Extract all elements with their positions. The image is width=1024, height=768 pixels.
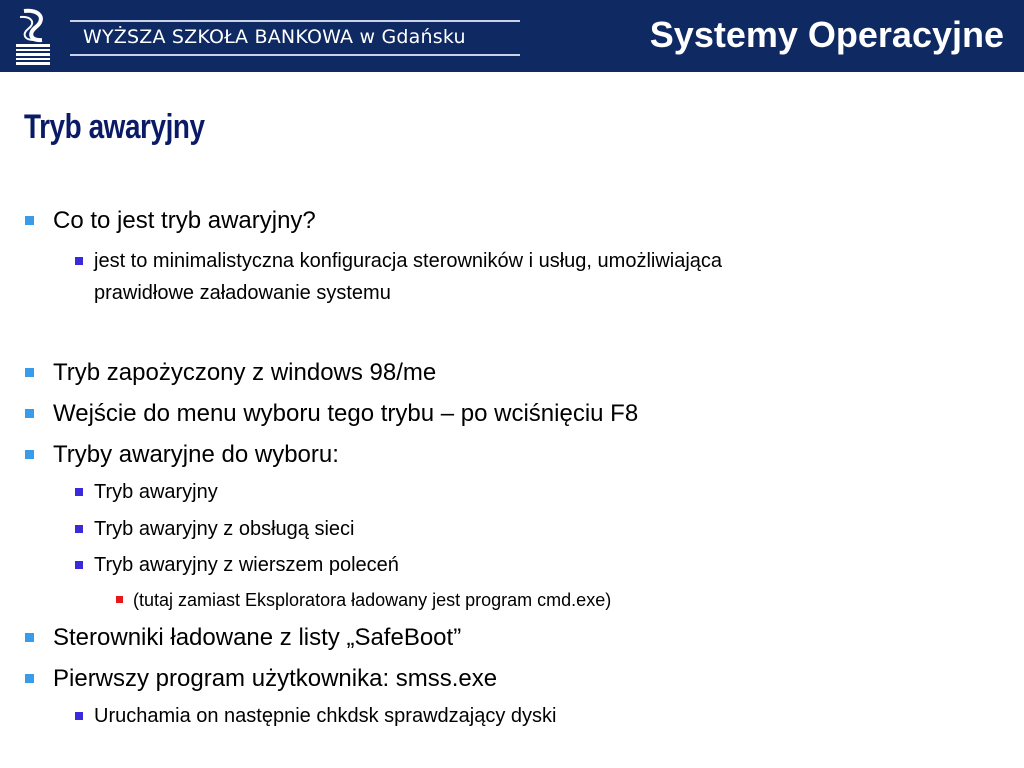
square-bullet-icon	[75, 257, 83, 265]
square-bullet-icon	[116, 596, 123, 603]
header-divider	[0, 72, 1024, 75]
list-item-text: jest to minimalistyczna konfiguracja sterowników i usług, umożliwiająca	[94, 250, 723, 272]
list-item	[53, 665, 497, 693]
list-item	[53, 400, 638, 428]
header-bar	[0, 0, 1024, 72]
square-bullet-icon	[75, 488, 83, 496]
square-bullet-icon	[25, 216, 34, 225]
list-item-text: (tutaj zamiast Eksploratora ładowany jest program cmd.exe)	[133, 590, 612, 610]
list-item	[53, 207, 316, 235]
square-bullet-icon	[25, 674, 34, 683]
list-item	[94, 705, 556, 728]
list-item-text: Tryb awaryjny z wierszem poleceń	[94, 554, 399, 576]
list-item	[53, 441, 339, 469]
list-item	[94, 554, 399, 577]
list-item	[94, 250, 722, 273]
square-bullet-icon	[25, 409, 34, 418]
list-item-text: Wejście do menu wyboru tego trybu – po wciśnięciu F8	[53, 400, 639, 427]
logo-rule-bottom	[70, 54, 520, 56]
list-item-text: Tryb awaryjny z obsługą sieci	[94, 518, 355, 540]
list-item-text: Tryb zapożyczony z windows 98/me	[53, 359, 437, 386]
square-bullet-icon	[75, 561, 83, 569]
logo-rule-top	[70, 20, 520, 22]
square-bullet-icon	[75, 712, 83, 720]
list-item-text: Co to jest tryb awaryjny?	[53, 207, 316, 234]
school-name: WYŻSZA SZKOŁA BANKOWA w Gdańsku	[83, 26, 466, 48]
list-item	[53, 624, 461, 652]
school-logo-icon	[10, 7, 56, 67]
square-bullet-icon	[25, 368, 34, 377]
square-bullet-icon	[25, 450, 34, 459]
list-item-continuation: prawidłowe załadowanie systemu	[94, 282, 391, 304]
slide-title: Tryb awaryjny	[24, 108, 205, 146]
square-bullet-icon	[75, 525, 83, 533]
list-item-text: Tryby awaryjne do wyboru:	[53, 441, 339, 468]
list-item	[133, 590, 611, 611]
list-item-text: Pierwszy program użytkownika: smss.exe	[53, 665, 498, 692]
list-item	[94, 518, 354, 541]
course-title: Systemy Operacyjne	[649, 14, 1004, 55]
list-item	[94, 481, 218, 504]
list-item-text: Tryb awaryjny	[94, 481, 218, 503]
list-item	[53, 359, 436, 387]
list-item-text: Uruchamia on następnie chkdsk sprawdzający dyski	[94, 705, 557, 727]
list-item-text: Sterowniki ładowane z listy „SafeBoot”	[53, 624, 462, 651]
square-bullet-icon	[25, 633, 34, 642]
